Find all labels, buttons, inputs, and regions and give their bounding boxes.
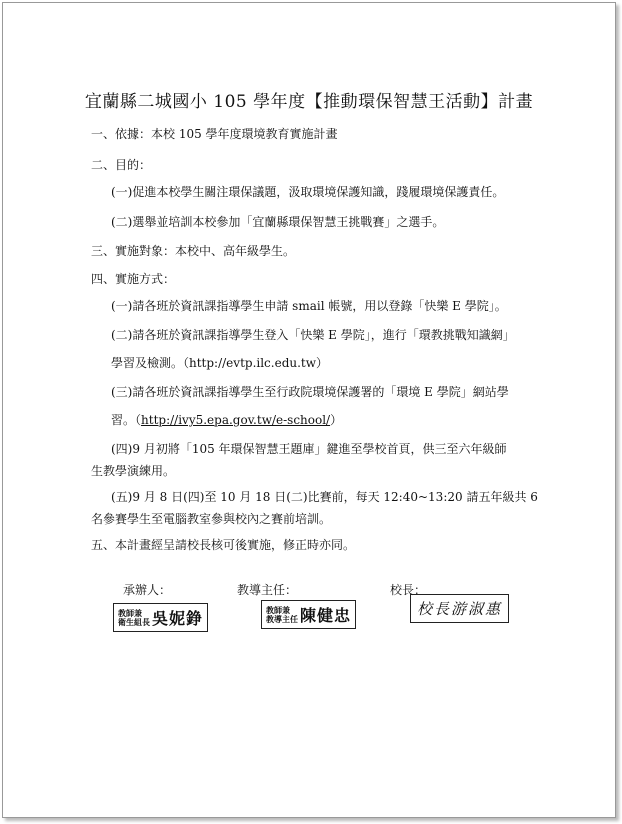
purpose-item-1: (一)促進本校學生關注環保議題，汲取環境保護知識，踐履環境保護責任。 xyxy=(111,185,505,199)
director-seal-title-2: 教導主任 xyxy=(266,613,298,624)
document-page xyxy=(2,2,616,818)
method-item-2-cont: 學習及檢測。（http://evtp.ilc.edu.tw） xyxy=(111,356,329,370)
method-item-5-cont: 名參賽學生至電腦教室參與校內之賽前培訓。 xyxy=(91,512,332,526)
method-item-3-prefix: 習。（ xyxy=(111,413,142,427)
organizer-label: 承辦人： xyxy=(123,583,172,597)
method-item-4: (四)9 月初將「105 年環保智慧王題庫」鍵進至學校首頁，供三至六年級師 xyxy=(111,442,507,456)
director-label: 教導主任： xyxy=(237,583,298,597)
director-seal xyxy=(261,600,356,629)
section-basis: 一、依據：本校 105 學年度環境教育實施計畫 xyxy=(91,127,338,141)
purpose-item-2: (二)選舉並培訓本校參加「宜蘭縣環保智慧王挑戰賽」之選手。 xyxy=(111,215,445,229)
method-item-1: (一)請各班於資訊課指導學生申請 smail 帳號，用以登錄「快樂 E 學院」。 xyxy=(111,299,507,313)
method-item-2: (二)請各班於資訊課指導學生登入「快樂 E 學院」，進行「環教挑戰知識網」 xyxy=(111,328,515,342)
section-method-heading: 四、實施方式： xyxy=(91,272,176,286)
method-item-4-cont: 生教學演練用。 xyxy=(91,464,176,478)
organizer-seal-title-1: 教師兼 xyxy=(118,607,142,618)
director-seal-title-1: 教師兼 xyxy=(266,604,290,615)
organizer-seal-title-2: 衛生組長 xyxy=(118,616,150,627)
section-target: 三、實施對象：本校中、高年級學生。 xyxy=(91,244,296,258)
method-item-3-cont xyxy=(111,413,342,427)
method-item-3: (三)請各班於資訊課指導學生至行政院環境保護署的「環境 E 學院」網站學 xyxy=(111,385,509,399)
principal-seal: 校長游淑惠 xyxy=(410,594,509,623)
principal-label: 校長： xyxy=(390,583,427,597)
organizer-seal xyxy=(113,603,208,632)
organizer-seal-name: 吳妮錚 xyxy=(152,609,204,628)
document-title: 宜蘭縣二城國小 105 學年度【推動環保智慧王活動】計畫 xyxy=(84,92,534,112)
section-purpose-heading: 二、目的： xyxy=(91,158,152,172)
method-item-3-suffix: ） xyxy=(330,413,343,427)
director-seal-name: 陳健忠 xyxy=(300,606,352,625)
method-item-5: (五)9 月 8 日(四)至 10 月 18 日(二)比賽前，每天 12:40~13:20 請五年級共 6 xyxy=(111,490,538,504)
epa-e-school-link[interactable]: http://ivy5.epa.gov.tw/e-school/ xyxy=(141,413,331,427)
section-approval: 五、本計畫經呈請校長核可後實施，修正時亦同。 xyxy=(91,538,356,552)
